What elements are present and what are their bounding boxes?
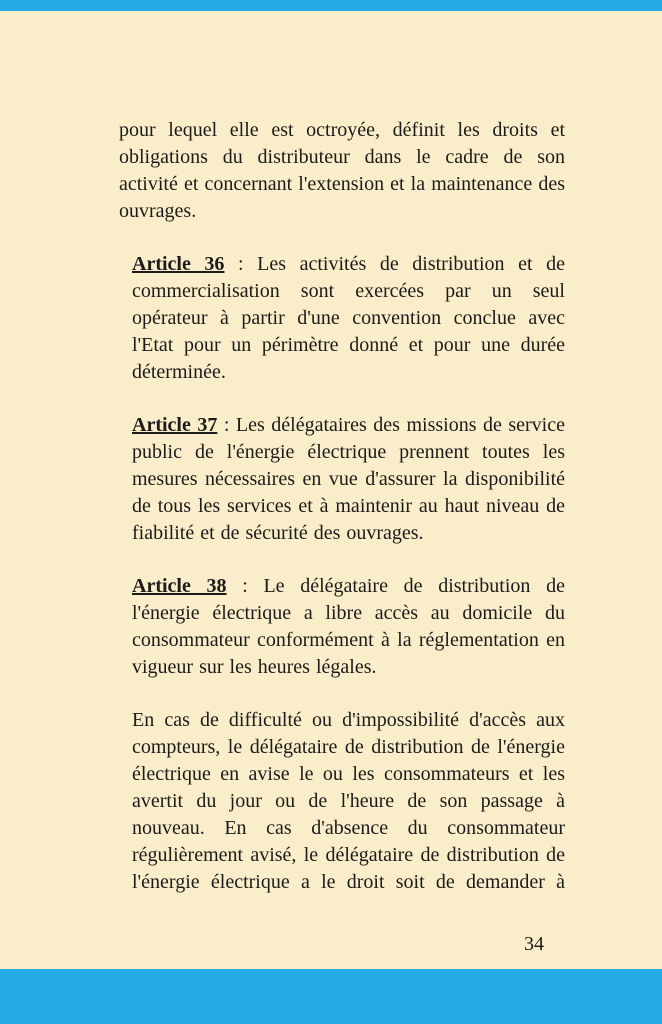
article-37-heading: Article 37 — [132, 414, 218, 436]
article-38-body: : Le délégataire de distribution de l'énergie électrique a libre accès au domicile du consommateur conformément à la réglementation en vigueur sur les heures légales. — [132, 575, 565, 678]
paragraph-access-difficulty: En cas de difficulté ou d'impossibilité d'accès aux compteurs, le délégataire de distribution de l'énergie électrique en avise le ou les consommateurs et les avertit du jour ou de l'heure de son passage à nouveau. En cas d'absence du consommateur régulièrement avisé, le délégataire de distribution de l'énergie électrique a le droit soit de demander à — [132, 709, 565, 893]
paragraph-continuation: pour lequel elle est octroyée, définit les droits et obligations du distributeur dans le cadre de son activité et concernant l'extension et la maintenance des ouvrages. — [119, 119, 565, 222]
bottom-border-bar — [0, 969, 662, 1024]
paragraph-article-38 — [132, 573, 565, 681]
article-36-body: : Les activités de distribution et de commercialisation sont exercées par un seul opérateur à partir d'une convention conclue avec l'Etat pour un périmètre donné et pour une durée déterminée. — [132, 253, 565, 383]
top-border-bar — [0, 0, 662, 11]
article-36-heading: Article 36 — [132, 253, 225, 275]
paragraph-article-37 — [132, 412, 565, 547]
article-37-body: : Les délégataires des missions de service public de l'énergie électrique prennent toutes les mesures nécessaires en vue d'assurer la disponibilité de tous les services et à maintenir au haut niveau de fiabilité et de sécurité des ouvrages. — [132, 414, 565, 544]
article-38-heading: Article 38 — [132, 575, 227, 597]
page-number: 34 — [524, 933, 544, 955]
page-content — [119, 117, 565, 922]
paragraph-article-36 — [132, 251, 565, 386]
